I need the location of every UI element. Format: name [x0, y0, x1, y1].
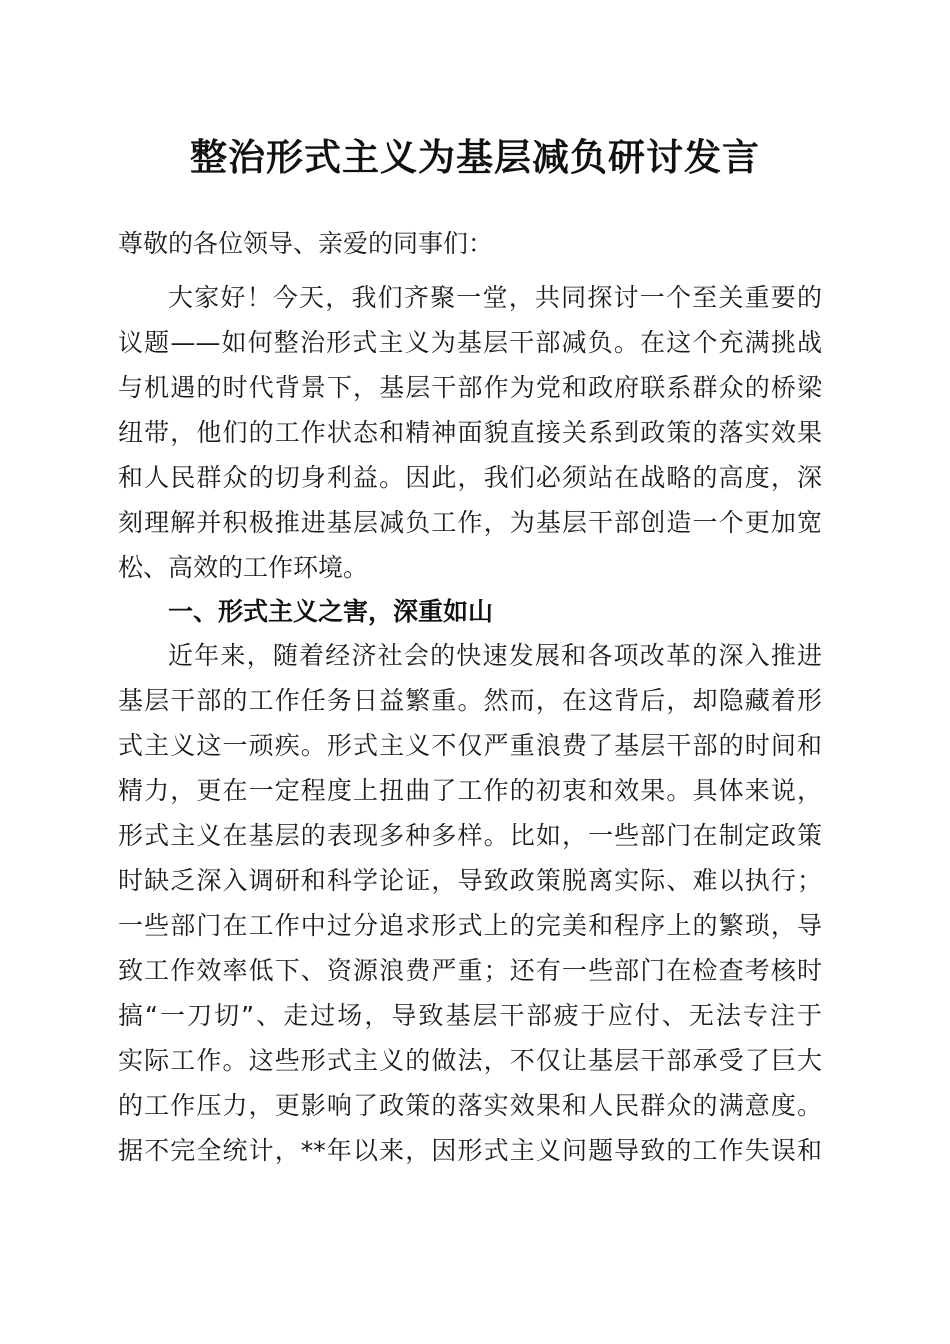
- paragraph-line: 近年来，随着经济社会的快速发展和各项改革的深入推进: [168, 641, 822, 670]
- paragraph-line: 搞“一刀切”、走过场，导致基层干部疲于应付、无法专注于: [118, 1001, 822, 1030]
- paragraph-line: 精力，更在一定程度上扭曲了工作的初衷和效果。具体来说，: [118, 776, 822, 805]
- paragraph-line: 纽带，他们的工作状态和精神面貌直接关系到政策的落实效果: [118, 418, 822, 447]
- paragraph-line: 致工作效率低下、资源浪费严重；还有一些部门在检查考核时: [118, 956, 822, 985]
- paragraph-line: 式主义这一顽疾。形式主义不仅严重浪费了基层干部的时间和: [118, 731, 822, 760]
- paragraph-line: 时缺乏深入调研和科学论证，导致政策脱离实际、难以执行；: [118, 866, 822, 895]
- paragraph-line: 实际工作。这些形式主义的做法，不仅让基层干部承受了巨大: [118, 1046, 822, 1075]
- paragraph-line: 大家好！今天，我们齐聚一堂，共同探讨一个至关重要的: [168, 283, 822, 312]
- paragraph-line: 和人民群众的切身利益。因此，我们必须站在战略的高度，深: [118, 463, 822, 492]
- salutation: 尊敬的各位领导、亲爱的同事们：: [118, 229, 494, 258]
- paragraph-line: 一些部门在工作中过分追求形式上的完美和程序上的繁琐，导: [118, 911, 822, 940]
- paragraph-line: 议题——如何整治形式主义为基层干部减负。在这个充满挑战: [118, 328, 822, 357]
- paragraph-line: 与机遇的时代背景下，基层干部作为党和政府联系群众的桥梁: [118, 373, 822, 402]
- section-heading: 一、形式主义之害，深重如山: [168, 597, 494, 626]
- document-title: 整治形式主义为基层减负研讨发言: [190, 135, 760, 179]
- paragraph-line: 形式主义在基层的表现多种多样。比如，一些部门在制定政策: [118, 821, 822, 850]
- paragraph-line: 基层干部的工作任务日益繁重。然而，在这背后，却隐藏着形: [118, 686, 822, 715]
- paragraph-line: 的工作压力，更影响了政策的落实效果和人民群众的满意度。: [118, 1091, 822, 1120]
- paragraph-line: 松、高效的工作环境。: [118, 553, 369, 582]
- paragraph-line: 据不完全统计，**年以来，因形式主义问题导致的工作失误和: [118, 1136, 822, 1165]
- paragraph-line: 刻理解并积极推进基层减负工作，为基层干部创造一个更加宽: [118, 508, 822, 537]
